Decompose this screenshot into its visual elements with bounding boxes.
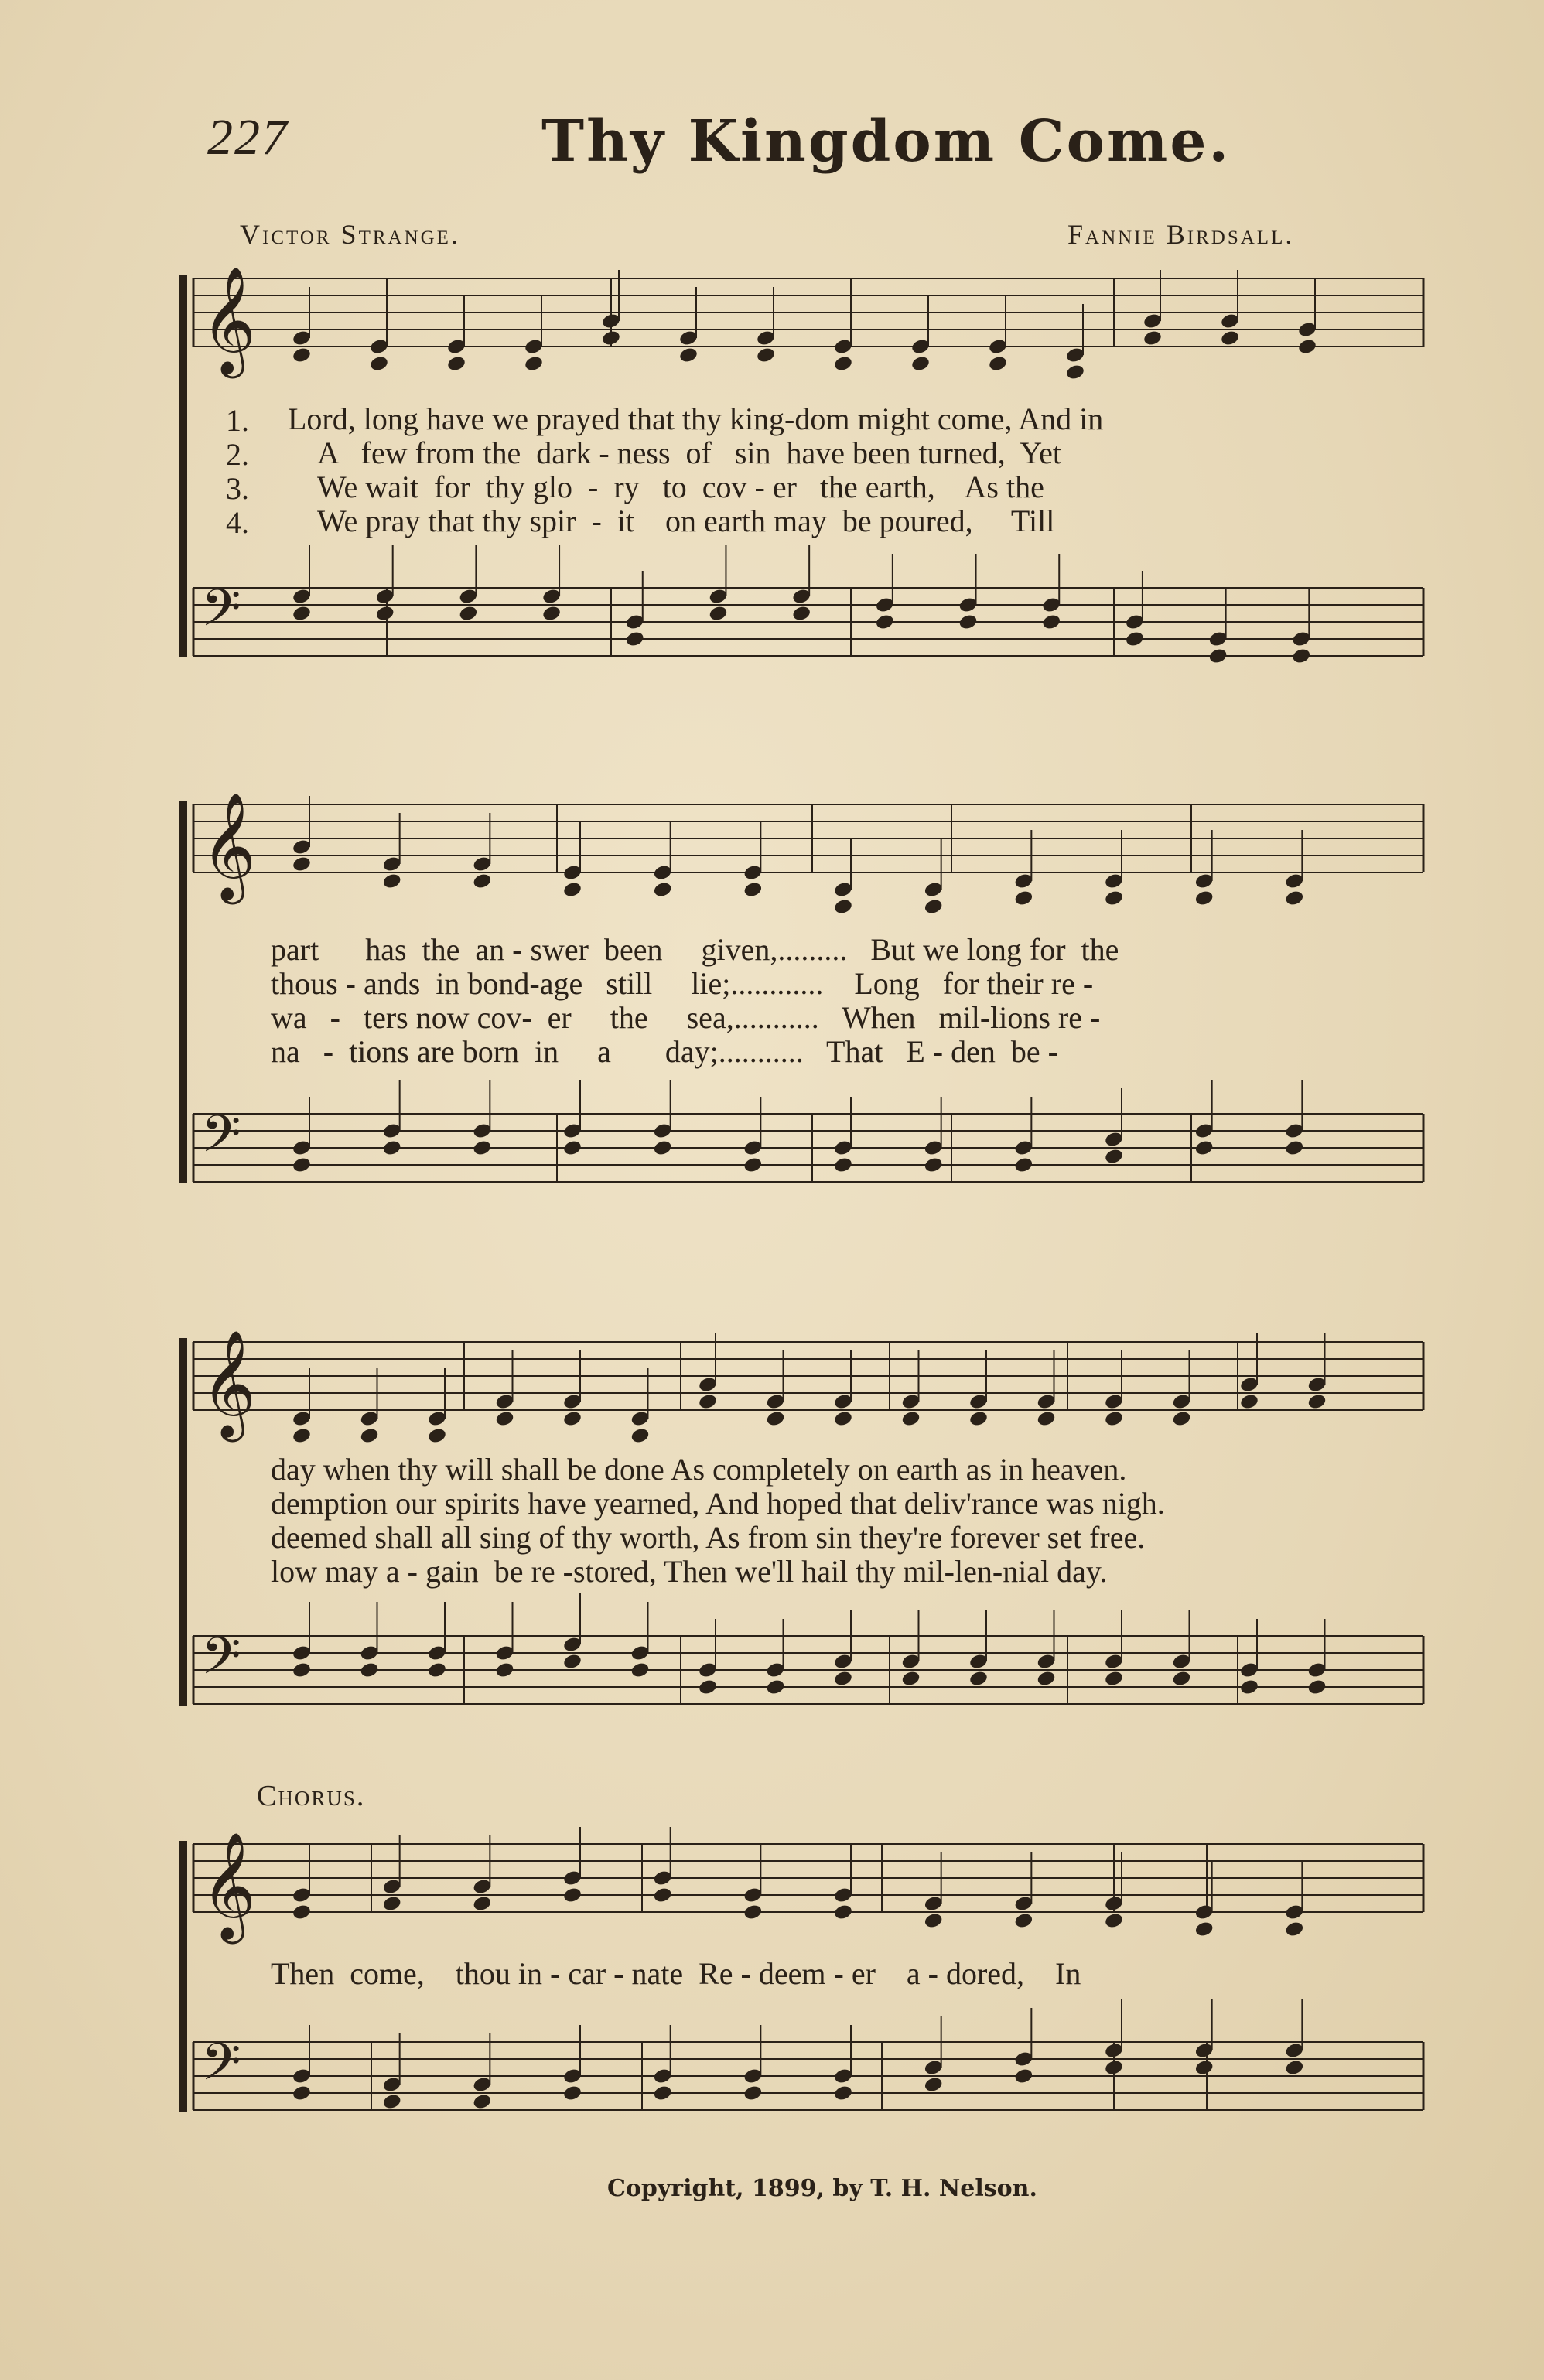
note-head <box>1104 1410 1124 1428</box>
note-head <box>1171 1410 1191 1428</box>
note-head <box>678 347 699 364</box>
note-head <box>833 1410 853 1428</box>
note-head <box>1036 1410 1056 1428</box>
note-head <box>1125 630 1145 648</box>
chorus-line: Then come, thou in - car - nate Re - deem - er a - dored, In <box>271 1956 1081 1991</box>
treble-clef: 𝄞 <box>201 266 256 374</box>
note-head <box>743 1904 763 1921</box>
verse-number: 2. <box>226 437 249 472</box>
note-head <box>1013 1912 1033 1930</box>
note-head <box>292 1904 312 1921</box>
verse-line: A few from the dark - ness of sin have been turned, Yet <box>317 435 1062 470</box>
note-head <box>1284 2059 1304 2077</box>
note-head <box>630 1661 650 1679</box>
note-head <box>1104 1670 1124 1688</box>
note-head <box>924 2076 944 2094</box>
note-head <box>1104 1148 1124 1166</box>
note-head <box>1307 1393 1327 1411</box>
bass-clef: 𝄢 <box>201 1626 241 1699</box>
note-head <box>743 881 763 899</box>
note-head <box>833 898 853 916</box>
note-head <box>375 605 395 623</box>
note-head <box>630 1427 650 1445</box>
note-head <box>1104 1912 1124 1930</box>
note-head <box>958 613 978 631</box>
note-head <box>292 1661 312 1679</box>
verse-line: na - tions are born in a day;........... That E - den be - <box>271 1034 1058 1069</box>
note-head <box>292 1427 312 1445</box>
note-head <box>1297 338 1317 356</box>
note-head <box>653 1139 673 1157</box>
note-head <box>1284 1139 1304 1157</box>
note-head <box>472 1895 492 1913</box>
note-head <box>653 2085 673 2102</box>
verse-line: part has the an - swer been given,......... But we long for the <box>271 932 1119 967</box>
note-head <box>1143 330 1163 347</box>
note-head <box>653 881 673 899</box>
note-head <box>924 1912 944 1930</box>
note-head <box>900 1670 921 1688</box>
author-credit: Victor Strange. <box>240 219 460 250</box>
bass-clef: 𝄢 <box>201 1104 241 1176</box>
note-head <box>1291 647 1311 665</box>
note-head <box>988 355 1008 373</box>
note-head <box>1194 1139 1214 1157</box>
note-head <box>924 898 944 916</box>
verse-line: deemed shall all sing of thy worth, As from sin they're forever set free. <box>271 1520 1146 1555</box>
note-head <box>1104 2059 1124 2077</box>
verse-number: 3. <box>226 471 249 506</box>
note-head <box>900 1410 921 1428</box>
note-head <box>382 872 402 890</box>
verse-line: We wait for thy glo - ry to cov - er the earth, As the <box>317 470 1044 504</box>
note-head <box>875 613 895 631</box>
note-head <box>562 1887 582 1904</box>
treble-clef: 𝄞 <box>201 1832 256 1940</box>
note-head <box>924 1156 944 1174</box>
note-head <box>1104 890 1124 907</box>
note-head <box>562 881 582 899</box>
note-head <box>833 2085 853 2102</box>
note-head <box>562 1139 582 1157</box>
note-head <box>292 605 312 623</box>
note-head <box>369 355 389 373</box>
system-brace <box>179 275 187 657</box>
note-head <box>292 1156 312 1174</box>
note-head <box>1239 1678 1259 1696</box>
copyright: Copyright, 1899, by T. H. Nelson. <box>607 2175 1037 2202</box>
verse-line: thous - ands in bond-age still lie;............ Long for their re - <box>271 966 1094 1001</box>
verse-number: 1. <box>226 403 249 438</box>
note-head <box>494 1661 514 1679</box>
note-head <box>359 1661 379 1679</box>
note-head <box>1284 1921 1304 1938</box>
verse-line: day when thy will shall be done As completely on earth as in heaven. <box>271 1452 1127 1487</box>
note-head <box>359 1427 379 1445</box>
system-brace <box>179 1841 187 2112</box>
note-head <box>1013 1156 1033 1174</box>
note-head <box>1036 1670 1056 1688</box>
treble-clef: 𝄞 <box>201 792 256 900</box>
note-head <box>472 1139 492 1157</box>
bass-clef: 𝄢 <box>201 2032 241 2105</box>
note-head <box>472 2093 492 2111</box>
note-head <box>765 1678 785 1696</box>
note-head <box>1194 1921 1214 1938</box>
note-head <box>1239 1393 1259 1411</box>
verse-line: Lord, long have we prayed that thy king-dom might come, And in <box>288 401 1104 436</box>
note-head <box>968 1410 989 1428</box>
composer-credit: Fannie Birdsall. <box>1067 219 1295 250</box>
note-head <box>1208 647 1228 665</box>
note-head <box>562 1653 582 1671</box>
verse-number: 4. <box>226 505 249 540</box>
note-head <box>791 605 811 623</box>
system-brace <box>179 801 187 1183</box>
note-head <box>446 355 466 373</box>
note-head <box>743 2085 763 2102</box>
note-head <box>756 347 776 364</box>
note-head <box>494 1410 514 1428</box>
note-head <box>292 347 312 364</box>
note-head <box>968 1670 989 1688</box>
note-head <box>833 355 853 373</box>
note-head <box>910 355 931 373</box>
note-head <box>472 872 492 890</box>
note-head <box>1307 1678 1327 1696</box>
note-head <box>698 1393 718 1411</box>
note-head <box>292 2085 312 2102</box>
note-head <box>765 1410 785 1428</box>
note-head <box>382 1139 402 1157</box>
note-head <box>458 605 478 623</box>
note-head <box>625 630 645 648</box>
note-head <box>382 2093 402 2111</box>
note-head <box>1171 1670 1191 1688</box>
note-head <box>562 2085 582 2102</box>
verse-line: We pray that thy spir - it on earth may be poured, Till <box>317 504 1055 538</box>
note-head <box>698 1678 718 1696</box>
verse-line: demption our spirits have yearned, And hoped that deliv'rance was nigh. <box>271 1486 1165 1521</box>
note-head <box>541 605 562 623</box>
hymn-title: Thy Kingdom Come. <box>541 108 1231 175</box>
chorus-label: Chorus. <box>257 1780 366 1812</box>
note-head <box>1041 613 1061 631</box>
note-head <box>427 1661 447 1679</box>
system-brace <box>179 1338 187 1706</box>
note-head <box>1194 2059 1214 2077</box>
treble-clef: 𝄞 <box>201 1330 256 1438</box>
note-head <box>1013 2068 1033 2085</box>
note-head <box>292 855 312 873</box>
note-head <box>1194 890 1214 907</box>
verse-line: wa - ters now cov- er the sea,........... When mil-lions re - <box>271 1000 1101 1035</box>
note-head <box>833 1156 853 1174</box>
note-head <box>427 1427 447 1445</box>
note-head <box>653 1887 673 1904</box>
note-head <box>743 1156 763 1174</box>
note-head <box>1065 364 1085 381</box>
note-head <box>708 605 728 623</box>
verse-line: low may a - gain be re -stored, Then we'll hail thy mil-len-nial day. <box>271 1554 1108 1589</box>
note-head <box>1013 890 1033 907</box>
bass-clef: 𝄢 <box>201 578 241 650</box>
note-head <box>601 330 621 347</box>
note-head <box>524 355 544 373</box>
note-head <box>1284 890 1304 907</box>
note-head <box>382 1895 402 1913</box>
note-head <box>833 1904 853 1921</box>
note-head <box>562 1410 582 1428</box>
note-head <box>833 1670 853 1688</box>
hymn-number: 227 <box>207 109 289 166</box>
note-head <box>1220 330 1240 347</box>
